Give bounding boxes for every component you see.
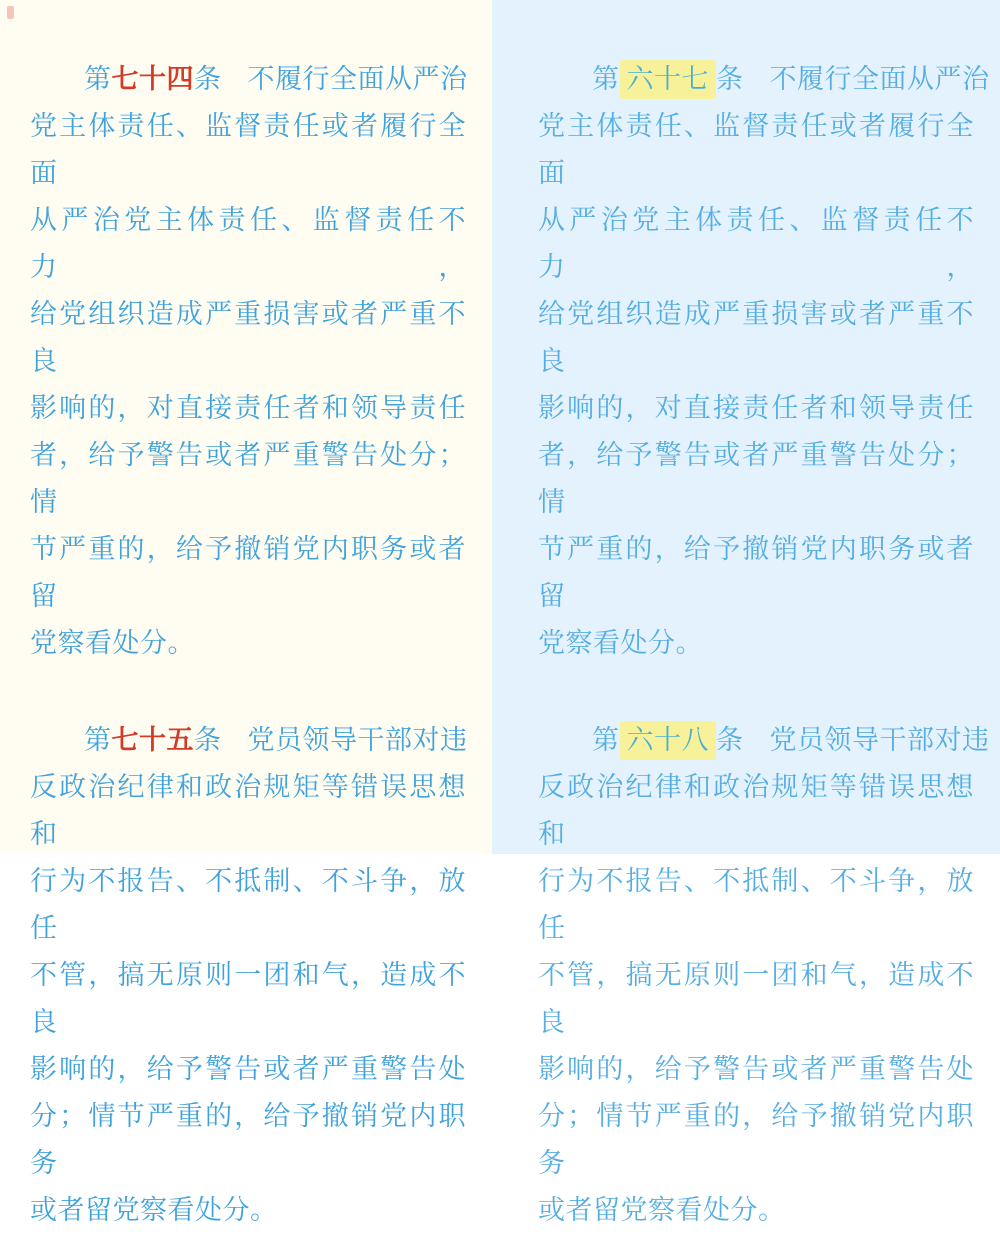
article-number-red: 七十四 [111,64,194,95]
corner-smudge-mark [7,6,14,19]
article-first-line-text: 不履行全面从严治 [247,64,468,95]
body-line: 党主体责任、监督责任或者履行全面 [538,111,974,189]
body-line: 者，给予警告或者严重警告处分；情 [538,440,974,518]
article-suffix: 条 [194,64,222,95]
body-line: 给党组织造成严重损害或者严重不良 [538,299,974,377]
body-line: 影响的，给予警告或者严重警告处 [538,1054,974,1085]
article-74 [30,56,466,667]
body-line: 节严重的，给予撤销党内职务或者留 [30,534,466,612]
body-line: 者，给予警告或者严重警告处分；情 [30,440,466,518]
body-line: 行为不报告、不抵制、不斗争，放任 [538,866,974,944]
article-suffix: 条 [194,725,222,756]
body-line: 节严重的，给予撤销党内职务或者留 [538,534,974,612]
body-line: 影响的，给予警告或者严重警告处 [30,1054,466,1085]
article-number-highlighted: 六十七 [620,60,717,99]
article-prefix: 第 [592,64,620,95]
body-line: 党察看处分。 [30,628,195,659]
article-prefix: 第 [84,725,112,756]
article-prefix: 第 [84,64,112,95]
article-74-heading [30,56,466,103]
article-first-line-text: 党员领导干部对违 [769,725,990,756]
article-suffix: 条 [716,725,744,756]
body-line: 反政治纪律和政治规矩等错误思想和 [30,772,466,850]
article-suffix: 条 [716,64,744,95]
body-line: 不管，搞无原则一团和气，造成不良 [538,960,974,1038]
article-68-heading [538,717,990,764]
body-line: 分；情节严重的，给予撤销党内职务 [538,1101,974,1179]
body-line: 行为不报告、不抵制、不斗争，放任 [30,866,466,944]
article-67 [538,56,990,667]
article-75-heading [30,717,466,764]
left-version-panel [0,0,492,1226]
body-line: 反政治纪律和政治规矩等错误思想和 [538,772,974,850]
right-version-panel [492,0,1000,1226]
article-prefix: 第 [592,725,620,756]
body-line: 或者留党察看处分。 [30,1195,278,1226]
article-68 [538,717,990,1234]
article-number-red: 七十五 [111,725,194,756]
body-line: 分；情节严重的，给予撤销党内职务 [30,1101,466,1179]
article-75 [30,717,466,1234]
article-number-highlighted: 六十八 [620,721,717,760]
body-line: 影响的，对直接责任者和领导责任 [30,393,466,424]
body-line: 党察看处分。 [538,628,703,659]
article-first-line-text: 党员领导干部对违 [247,725,468,756]
body-line: 党主体责任、监督责任或者履行全面 [30,111,466,189]
article-67-heading [538,56,990,103]
body-line: 给党组织造成严重损害或者严重不良 [30,299,466,377]
body-line: 影响的，对直接责任者和领导责任 [538,393,974,424]
article-first-line-text: 不履行全面从严治 [769,64,990,95]
body-line: 从严治党主体责任、监督责任不力， [538,205,974,283]
body-line: 不管，搞无原则一团和气，造成不良 [30,960,466,1038]
body-line: 从严治党主体责任、监督责任不力， [30,205,466,283]
body-line: 或者留党察看处分。 [538,1195,786,1226]
